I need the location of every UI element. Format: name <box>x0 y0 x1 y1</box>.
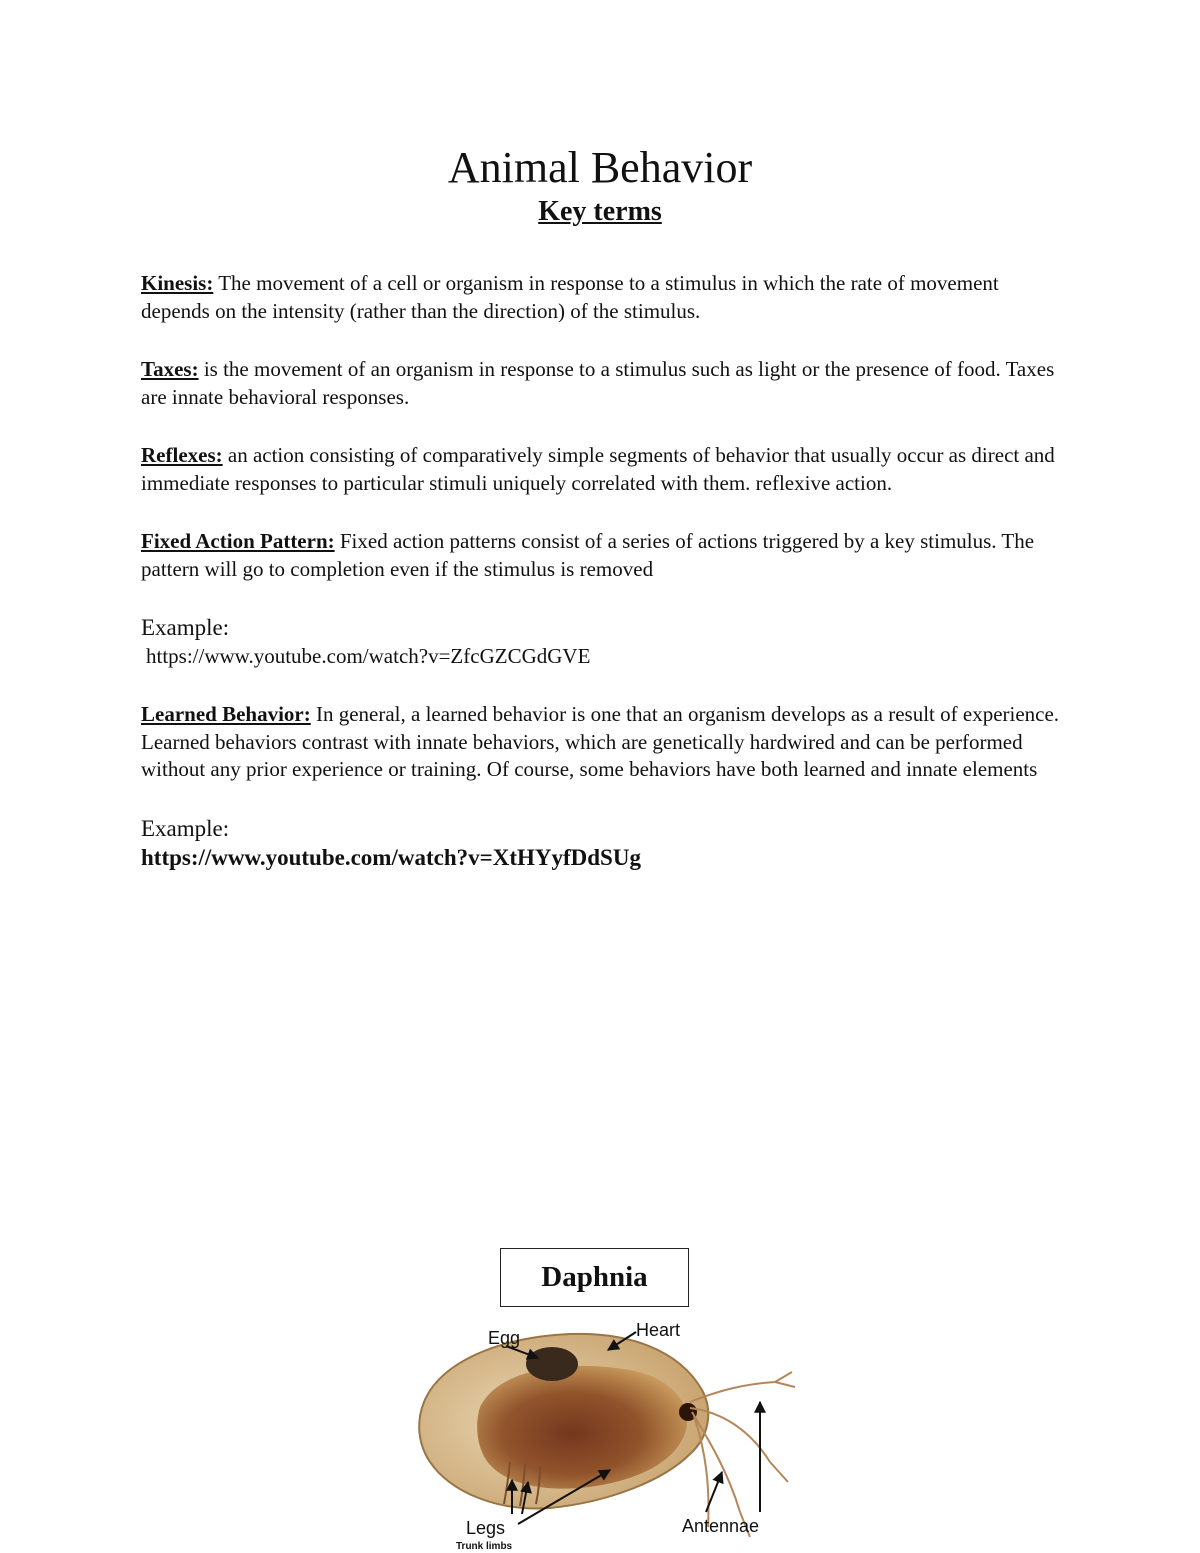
label-heart: Heart <box>636 1320 681 1340</box>
daphnia-diagram <box>410 1312 800 1553</box>
label-legs: Legs <box>466 1518 506 1538</box>
term-definition: an action consisting of comparatively simple segments of behavior that usually occur as direct and immediate responses to particular stimuli uniquely correlated with them. reflexive action. <box>141 443 1055 495</box>
page-title: Animal Behavior <box>447 143 753 192</box>
term-learned-behavior <box>141 701 1066 784</box>
term-definition: Fixed action patterns consist of a series of actions triggered by a key stimulus. The pattern will go to completion even if the stimulus is removed <box>141 529 1035 581</box>
term-heading: Taxes: <box>141 357 199 381</box>
term-taxes <box>141 356 1066 411</box>
term-heading: Reflexes: <box>141 443 223 467</box>
example-label: Example: <box>141 615 230 640</box>
term-reflexes <box>141 442 1066 497</box>
term-heading: Kinesis: <box>141 271 214 295</box>
term-heading: Learned Behavior: <box>141 702 311 726</box>
example-link[interactable]: https://www.youtube.com/watch?v=ZfcGZCGdGVE <box>146 644 591 668</box>
page-subtitle: Key terms <box>538 196 662 227</box>
example-link[interactable]: https://www.youtube.com/watch?v=XtHYyfDdSUg <box>141 844 641 870</box>
example-label: Example: <box>141 815 230 841</box>
term-definition: The movement of a cell or organism in response to a stimulus in which the rate of movement depends on the intensity (rather than the direction) of the stimulus. <box>141 271 999 323</box>
label-trunk-limbs: Trunk limbs <box>456 1541 513 1552</box>
figure-title-box <box>500 1248 689 1307</box>
label-antennae: Antennae <box>682 1516 760 1536</box>
egg-shape <box>526 1347 578 1381</box>
term-heading: Fixed Action Pattern: <box>141 529 335 553</box>
antennae-shapes <box>690 1372 795 1537</box>
term-kinesis <box>141 270 1066 325</box>
terms-section <box>141 270 1066 873</box>
term-definition: In general, a learned behavior is one that an organism develops as a result of experience. Learned behaviors contrast with innate behaviors, which are genetically hardwired and can be performed without any prior experience or training. Of course, some behaviors have both learned and innate elements <box>141 702 1060 781</box>
label-egg: Egg <box>488 1328 521 1348</box>
term-fixed-action-pattern <box>141 528 1066 583</box>
term-definition: is the movement of an organism in response to a stimulus such as light or the presence of food. Taxes are innate behavioral responses. <box>141 357 1055 409</box>
figure-title: Daphnia <box>541 1261 648 1293</box>
